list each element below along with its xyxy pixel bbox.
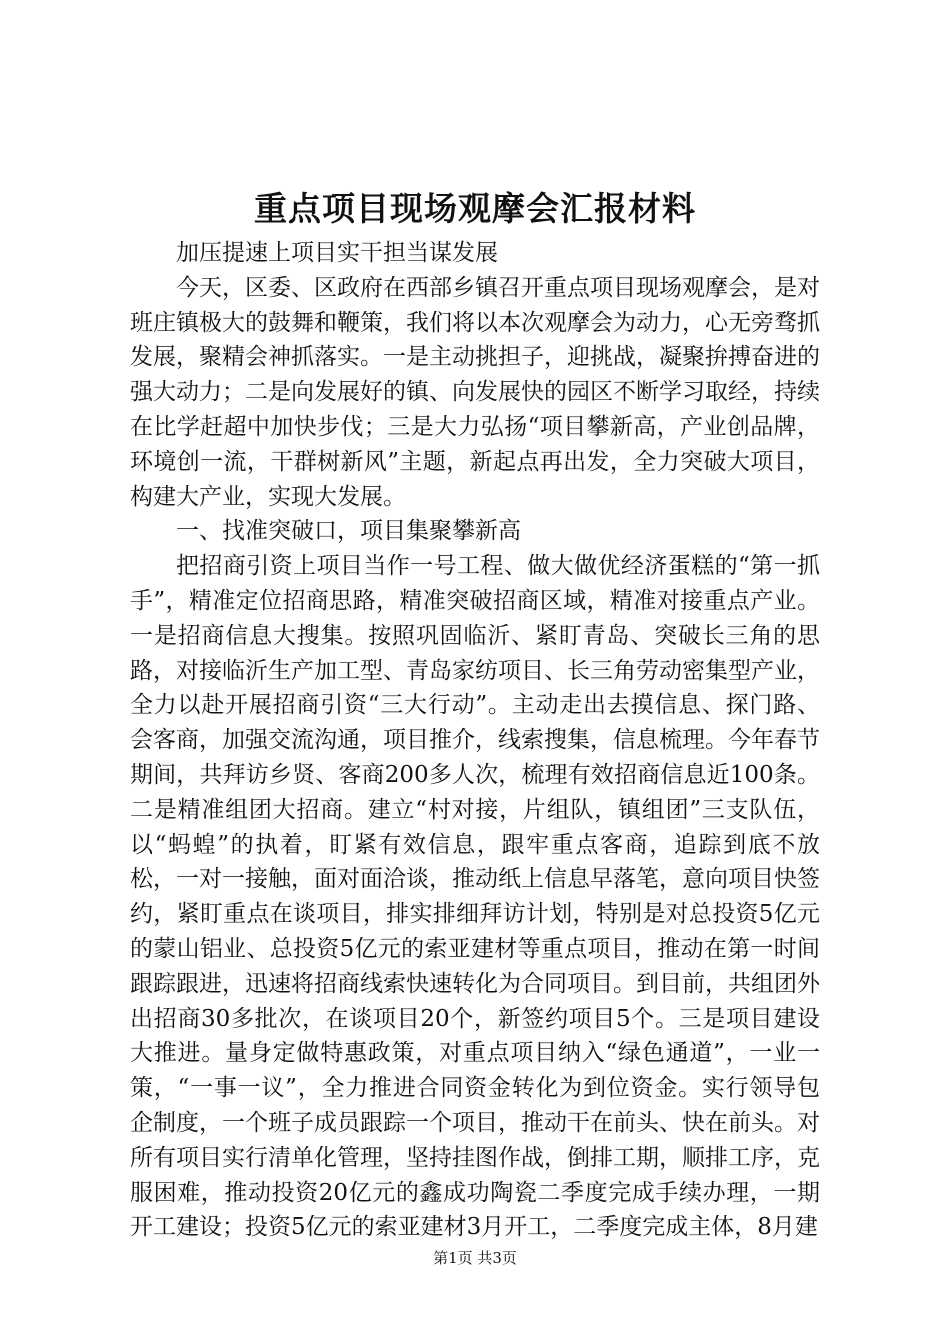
- intro-paragraph: 今天，区委、区政府在西部乡镇召开重点项目现场观摩会，是对班庄镇极大的鼓舞和鞭策，我们将以本次观摩会为动力，心无旁骛抓发展，聚精会神抓落实。一是主动挑担子，迎挑战，凝聚拚搏奋进的强大动力；二是向发展好的镇、向发展快的园区不断学习取经，持续在比学赶超中加快步伐；三是大力弘扬“项目攀新高，产业创品牌，环境创一流，干群树新风”主题，新起点再出发，全力突破大项目，构建大产业，实现大发展。: [130, 274, 820, 510]
- page-number-footer: 第1页 共3页: [433, 1249, 517, 1267]
- section-paragraph: 把招商引资上项目当作一号工程、做大做优经济蛋糕的“第一抓手”，精准定位招商思路，精准突破招商区域，精准对接重点产业。一是招商信息大搜集。按照巩固临沂、紧盯青岛、突破长三角的思路，对接临沂生产加工型、青岛家纺项目、长三角劳动密集型产业，全力以赴开展招商引资“三大行动”。主动走出去摸信息、探门路、会客商，加强交流沟通，项目推介，线索搜集，信息梳理。今年春节期间，共拜访乡贤、客商200多人次，梳理有效招商信息近100条。二是精准组团大招商。建立“村对接，片组队，镇组团”三支队伍，以“蚂蝗”的执着，盯紧有效信息，跟牢重点客商，追踪到底不放松，一对一接触，面对面洽谈，推动纸上信息早落笔，意向项目快签约，紧盯重点在谈项目，排实排细拜访计划，特别是对总投资5亿元的蒙山铝业、总投资5亿元的索亚建材等重点项目，推动在第一时间跟踪跟进，迅速将招商线索快速转化为合同项目。到目前，共组团外出招商30多批次，在谈项目20个，新签约项目5个。三是项目建设大推进。量身定做特惠政策，对重点项目纳入“绿色通道”，一业一策，“一事一议”，全力推进合同资金转化为到位资金。实行领导包企制度，一个班子成员跟踪一个项目，推动干在前头、快在前头。对所有项目实行清单化管理，坚持挂图作战，倒排工期，顺排工序，克服困难，推动投资20亿元的鑫成功陶瓷二季度完成手续办理，一期开工建设；投资5亿元的索亚建材3月开工，二季度完成主体，8月建: [130, 553, 820, 1241]
- document-body: [130, 236, 820, 1245]
- subtitle-paragraph: 加压提速上项目实干担当谋发展: [176, 240, 498, 266]
- document-title: 重点项目现场观摩会汇报材料: [254, 189, 696, 228]
- section-heading: 一、找准突破口，项目集聚攀新高: [176, 518, 521, 545]
